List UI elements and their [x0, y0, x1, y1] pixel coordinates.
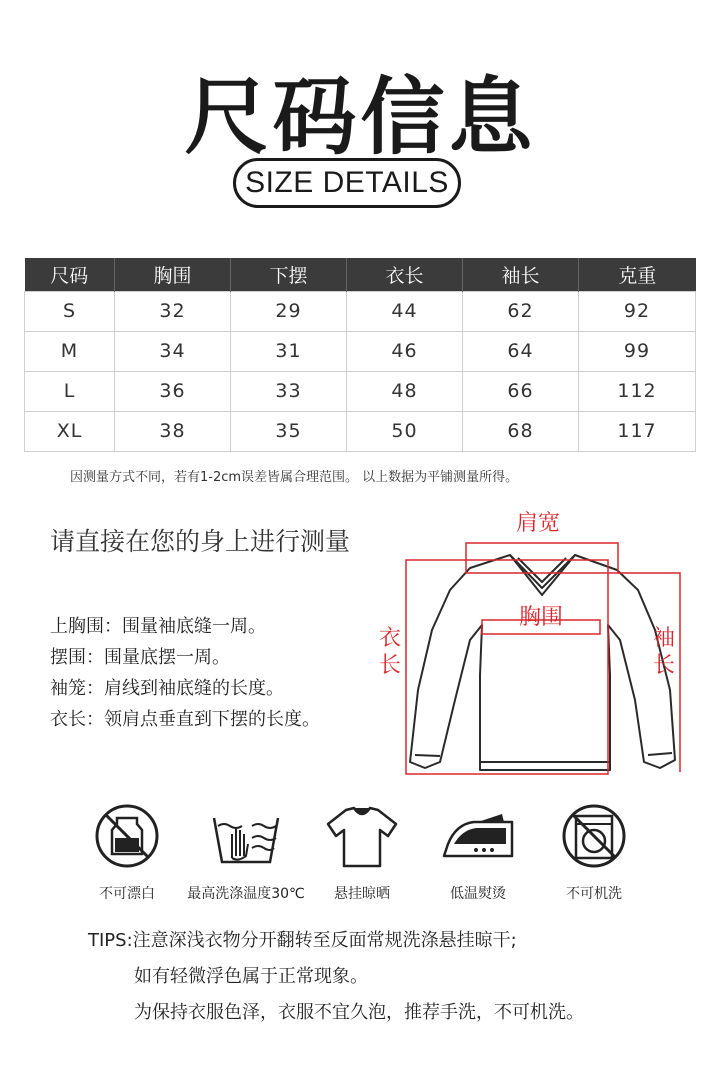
column-header: 克重 — [579, 258, 696, 291]
size-table — [24, 258, 696, 452]
table-cell: S — [25, 291, 115, 331]
column-header: 尺码 — [25, 258, 115, 291]
table-cell: 50 — [347, 411, 463, 451]
table-cell: 62 — [463, 291, 579, 331]
care-label: 不可机洗 — [566, 886, 622, 902]
tips-line: 如有轻微浮色属于正常现象。 — [134, 966, 368, 987]
shoulder-label: 肩宽 — [515, 511, 561, 536]
table-cell: 64 — [463, 331, 579, 371]
column-header: 衣长 — [347, 258, 463, 291]
measurement-note: 因测量方式不同，若有1-2cm误差皆属合理范围。 以上数据为平铺测量所得。 — [70, 470, 519, 485]
table-cell: 48 — [347, 371, 463, 411]
length-label-bottom: 长 — [378, 653, 402, 678]
length-label-top: 衣 — [378, 626, 402, 651]
measurement-guides — [406, 543, 680, 774]
no-machine-wash-icon — [534, 800, 654, 880]
table-row — [25, 291, 696, 331]
definition-item: 上胸围：围量袖底缝一周。 — [50, 616, 266, 637]
table-cell: 32 — [115, 291, 231, 331]
measure-title: 请直接在您的身上进行测量 — [50, 527, 351, 556]
table-cell: 117 — [579, 411, 696, 451]
table-cell: 31 — [231, 331, 347, 371]
table-cell: XL — [25, 411, 115, 451]
page-title: 尺码信息 — [184, 68, 537, 166]
table-row — [25, 331, 696, 371]
definition-item: 摆围：围量底摆一周。 — [50, 647, 230, 668]
care-label: 低温熨烫 — [450, 886, 506, 902]
tips-line: TIPS:注意深浅衣物分开翻转至反面常规洗涤悬挂晾干; — [88, 930, 517, 951]
column-header: 袖长 — [463, 258, 579, 291]
table-header-row — [25, 258, 696, 291]
sweater-illustration — [410, 555, 675, 770]
sleeve-label-bottom: 长 — [652, 653, 676, 678]
table-cell: 112 — [579, 371, 696, 411]
care-label: 不可漂白 — [99, 886, 155, 902]
tips-line: 为保持衣服色泽，衣服不宜久泡，推荐手洗，不可机洗。 — [134, 1002, 584, 1023]
sleeve-label-top: 袖 — [652, 626, 676, 651]
table-cell: 68 — [463, 411, 579, 451]
care-item — [534, 800, 654, 902]
table-cell: 35 — [231, 411, 347, 451]
length-guide — [406, 560, 608, 774]
column-header: 胸围 — [115, 258, 231, 291]
table-cell: L — [25, 371, 115, 411]
subtitle-badge: SIZE DETAILS — [233, 158, 461, 208]
care-item — [418, 800, 538, 902]
table-cell: M — [25, 331, 115, 371]
table-cell: 36 — [115, 371, 231, 411]
wash-30-icon — [186, 800, 306, 880]
table-row — [25, 411, 696, 451]
shoulder-guide — [466, 543, 618, 573]
definition-item: 袖笼：肩线到袖底缝的长度。 — [50, 678, 284, 699]
table-cell: 34 — [115, 331, 231, 371]
care-item — [186, 800, 306, 902]
column-header: 下摆 — [231, 258, 347, 291]
table-cell: 92 — [579, 291, 696, 331]
table-cell: 33 — [231, 371, 347, 411]
table-cell: 38 — [115, 411, 231, 451]
table-cell: 46 — [347, 331, 463, 371]
care-item — [67, 800, 187, 902]
definition-item: 衣长：领肩点垂直到下摆的长度。 — [50, 709, 320, 730]
care-label: 悬挂晾晒 — [334, 886, 390, 902]
care-label: 最高洗涤温度30℃ — [187, 886, 305, 902]
low-iron-icon — [418, 800, 538, 880]
garment-diagram — [370, 500, 690, 790]
table-cell: 66 — [463, 371, 579, 411]
table-row — [25, 371, 696, 411]
measurement-definitions — [50, 612, 320, 736]
table-cell: 99 — [579, 331, 696, 371]
no-bleach-icon — [67, 800, 187, 880]
hang-dry-icon — [302, 800, 422, 880]
tips-section — [88, 926, 584, 1034]
table-cell: 44 — [347, 291, 463, 331]
care-item — [302, 800, 422, 902]
chest-label: 胸围 — [518, 605, 564, 630]
table-cell: 29 — [231, 291, 347, 331]
